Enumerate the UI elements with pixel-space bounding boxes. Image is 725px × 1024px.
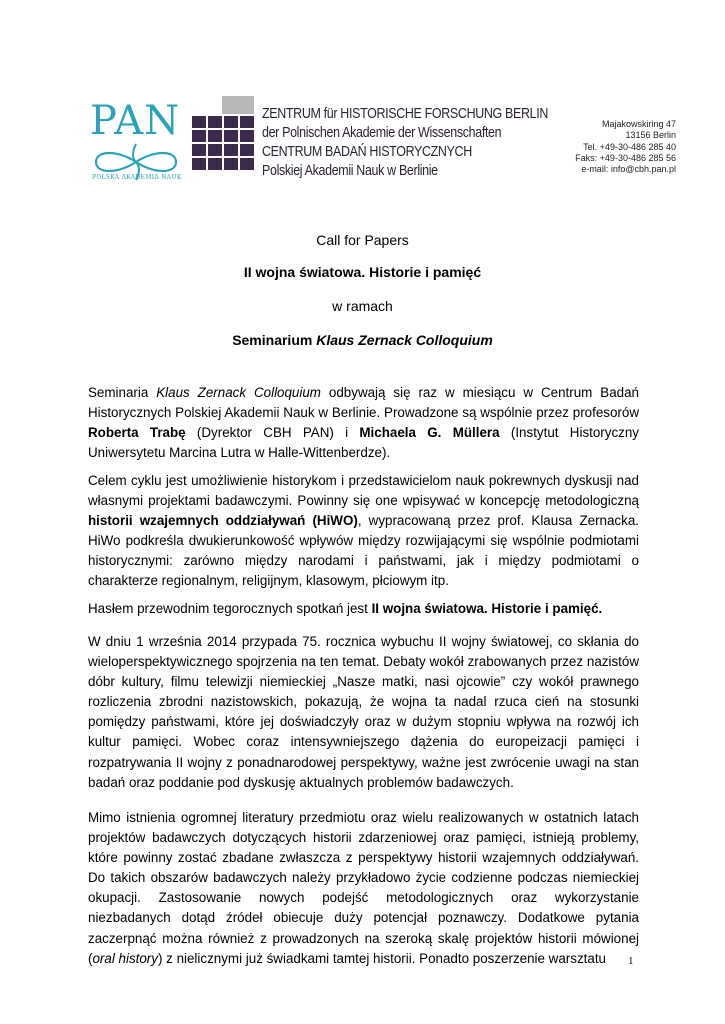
- institution-line: Polskiej Akademii Nauk w Berlinie: [262, 163, 438, 179]
- paragraph-goal: [88, 471, 639, 592]
- institution-line: ZENTRUM für HISTORISCHE FORSCHUNG BERLIN: [262, 106, 549, 122]
- pan-logo-subtitle: POLSKA AKADEMIA NAUK: [92, 174, 182, 181]
- text-run-bold: II wojna światowa. Historie i pamięć.: [371, 601, 603, 616]
- paragraph-anniversary: W dniu 1 września 2014 przypada 75. rocznica wybuchu II wojny światowej, co skłania do wieloperspektywicznego spojrzenia na ten temat. Debaty wokół zrabowanych przez nazistów dóbr kultury, filmu telewizji niemieckiej „Nasze matki, nasi ojcowie” czy wokół prawnego rozliczenia zbrodni nazistowskich, pokazują, że wojna ta nadal rzuca cień na stosunki pomiędzy państwami, które jej doświadczyły oraz w dużym stopniu wpływa na rozwój ich kultur pamięci. Wobec coraz intensywniejszego dążenia do europeizacji pamięci i rozpatrywania II wojny z ponadnarodowej perspektywy, ważne jest zwrócenie uwagi na stan badań oraz poddanie pod dyskusję aktualnych problemów badawczych.: [88, 634, 639, 790]
- paragraph-motto: [88, 599, 639, 619]
- text-run-bold: Roberta Trabę: [88, 425, 186, 441]
- cbh-grid-logo-icon: [192, 96, 254, 174]
- text-run: (Dyrektor CBH PAN) i: [185, 425, 360, 441]
- address-block: [575, 119, 676, 175]
- institution-line: CENTRUM BADAŃ HISTORYCZNYCH: [262, 144, 472, 160]
- document-title: II wojna światowa. Historie i pamięć: [243, 264, 482, 280]
- address-email: e-mail: info@cbh.pan.pl: [581, 164, 676, 175]
- address-street: Majakowskiring 47: [601, 119, 676, 129]
- text-run: Hasłem przewodnim tegorocznych spotkań jest: [88, 601, 372, 616]
- text-run: Mimo istnienia ogromnej literatury przedmiotu oraz wielu realizowanych w ostatnich latach projektów badawczych dotyczących historii zdarzeniowej oraz pamięci, istnieją problemy, które powinny zostać zbadane zwłaszcza z perspektywy historii wzajemnych oddziaływań. Do takich obszarów badawczych należy przykładowo życie codzienne podczas niemieckiej okupacji. Zastosowanie nowych podejść metodologicznych oraz wykorzystanie niezbadanych dotąd źródeł obiecuje duży potencjał poznawczy. Dodatkowe pytania zaczerpnąć można również z prowadzonych na szeroką skalę projektów historii mówionej (: [88, 810, 639, 966]
- seminar-heading: [0, 332, 725, 348]
- text-run: Celem cyklu jest umożliwienie historykom i przedstawicielom nauk pokrewnych dyskusji nad własnymi projektami badawczymi. Powinny się one wpisywać w koncepcję metodologiczną: [88, 473, 639, 509]
- text-run-italic: oral history: [92, 950, 158, 966]
- paragraph-intro: [88, 383, 639, 463]
- text-run: odbywają się raz w miesiącu w Centrum Badań Historycznych Polskiej Akademii Nauk w Berlinie. Prowadzone są wspólnie przez profesorów: [88, 385, 639, 421]
- text-run-italic: Klaus Zernack Colloquium: [156, 385, 321, 400]
- address-phone: Tel. +49-30-486 285 40: [583, 141, 676, 152]
- call-for-papers-heading: Call for Papers: [316, 232, 409, 248]
- address-city: 13156 Berlin: [625, 130, 676, 141]
- text-run: ) z nielicznymi już świadkami tamtej historii. Ponadto poszerzenie warsztatu: [157, 950, 606, 966]
- text-run-bold: Michaela G. Müllera: [359, 425, 500, 441]
- pan-logo-text: PAN: [90, 98, 181, 144]
- paragraph-research: [88, 808, 639, 969]
- text-run: Seminaria: [88, 385, 157, 400]
- page-number: 1: [628, 955, 634, 967]
- seminar-prefix: Seminarium: [232, 332, 317, 348]
- institution-line: der Polnischen Akademie der Wissenschaften: [262, 125, 502, 141]
- address-fax: Faks: +49-30-486 285 56: [575, 152, 676, 163]
- text-run-bold: historii wzajemnych oddziaływań (HiWO): [88, 513, 358, 529]
- text-run: (Instytut Historyczny Uniwersytetu Marcina Lutra w Halle-Wittenberdze).: [88, 425, 639, 461]
- institution-name: [262, 105, 549, 181]
- w-ramach-line: w ramach: [332, 298, 393, 314]
- text-run: , wypracowaną przez prof. Klausa Zernacka. HiWo podkreśla dwukierunkowość wpływów między rozwijającymi się wspólnie podmiotami historycznymi: zarówno między narodami i państwami, jak i między podmiotami o charakterze regionalnym, religijnym, klasowym, płciowym itp.: [88, 513, 639, 589]
- seminar-name: Klaus Zernack Colloquium: [316, 332, 493, 348]
